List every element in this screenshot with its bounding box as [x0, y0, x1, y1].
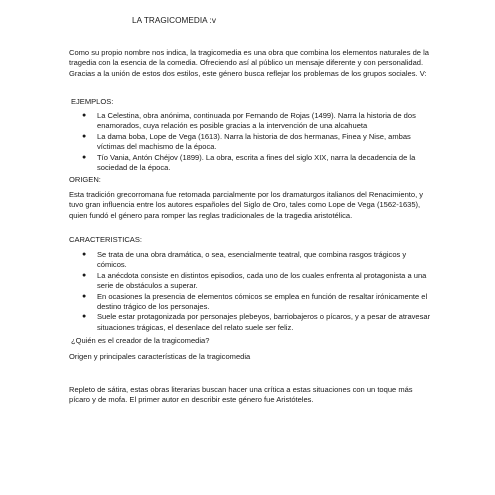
- bullet-icon: ●: [82, 313, 87, 321]
- origin-heading: ORIGEN:: [69, 175, 101, 184]
- characteristic-text: La anécdota consiste en distintos episodios, cada uno de los cuales enfrenta al protagonista a una serie de obstáculos a superar.: [97, 270, 427, 291]
- list-item: [69, 292, 431, 313]
- bullet-icon: ●: [82, 153, 87, 161]
- example-text: La Celestina, obra anónima, continuada por Fernando de Rojas (1499). Narra la historia de dos enamorados, cuya relación es posible gracias a la intervención de una alcahueta: [97, 111, 416, 131]
- list-item: [69, 312, 431, 333]
- closing-paragraph: Repleto de sátira, estas obras literarias buscan hacer una crítica a estas situaciones con un toque más pícaro y de mofa. El primer autor en describir este género fue Aristóteles.: [69, 385, 413, 405]
- list-item: [69, 153, 431, 174]
- characteristic-text: Suele estar protagonizada por personajes plebeyos, barriobajeros o pícaros, y a pesar de atravesar situaciones trágicas, el desenlace del relato suele ser feliz.: [97, 312, 431, 332]
- intro-paragraph: Como su propio nombre nos indica, la tragicomedia es una obra que combina los elementos naturales de la tragedia con la esencia de la comedia. Ofreciendo así al público un mensaje diferente y con personalidad. Gracias a la unión de estos dos estilos, este género busca reflejar los problemas de los grupos sociales. V:: [69, 48, 429, 78]
- list-item: [69, 271, 431, 292]
- bullet-icon: ●: [82, 112, 87, 119]
- bullet-icon: ●: [82, 292, 87, 300]
- list-item: [69, 111, 431, 132]
- bullet-icon: ●: [82, 132, 87, 140]
- origin-paragraph: Esta tradición grecorromana fue retomada parcialmente por los dramaturgos italianos del Renacimiento, y tuvo gran influencia entre los autores españoles del Siglo de Oro, tales como Lope de Vega (1562-1635), quien fundó el género para romper las reglas tradicionales de la tragedia aristotélica.: [69, 190, 424, 220]
- example-text: La dama boba, Lope de Vega (1613). Narra la historia de dos hermanas, Finea y Nise, ambas víctimas del machismo de la época.: [97, 131, 411, 152]
- examples-heading: EJEMPLOS:: [71, 97, 114, 106]
- bullet-icon: ●: [82, 271, 87, 279]
- characteristics-list: [69, 250, 431, 333]
- bullet-icon: ●: [82, 251, 87, 258]
- characteristic-text: En ocasiones la presencia de elementos cómicos se emplea en función de resaltar irónicamente el destino trágico de los personajes.: [97, 291, 428, 312]
- list-item: [69, 250, 431, 271]
- characteristics-heading: CARACTERISTICAS:: [69, 235, 142, 244]
- subtitle-line: Origen y principales características de la tragicomedia: [69, 352, 251, 361]
- examples-list: [69, 111, 431, 173]
- question-line: ¿Quién es el creador de la tragicomedia?: [71, 336, 210, 345]
- list-item: [69, 132, 431, 153]
- example-text: Tío Vania, Antón Chéjov (1899). La obra, escrita a fines del siglo XIX, narra la decadencia de la sociedad de la época.: [97, 152, 416, 173]
- page-title: LA TRAGICOMEDIA :v: [132, 16, 217, 25]
- characteristic-text: Se trata de una obra dramática, o sea, esencialmente teatral, que combina rasgos trágicos y cómicos.: [97, 250, 407, 270]
